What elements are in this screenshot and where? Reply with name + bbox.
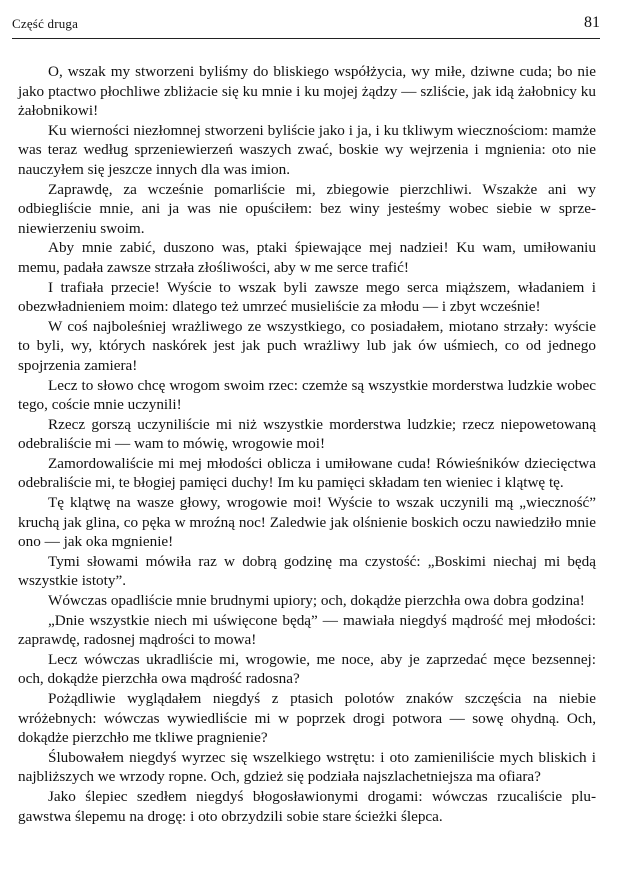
paragraph: I trafiała przecie! Wyście to wszak byli zawsze mego serca miąższem, władaniem i obezwładnieniem moim: dlatego też umrzeć musieliście za młodu — i zbyt wcześnie! bbox=[18, 278, 596, 316]
paragraph: Jako ślepiec szedłem niegdyś błogosławionymi drogami: wówczas rzucaliście plugawstwa ślepemu na drogę: i oto obrzydzili sobie stare ścieżki ślepca. bbox=[18, 787, 596, 825]
paragraph: Pożądliwie wyglądałem niegdyś z ptasich polotów znaków szczęścia na niebie wróżebnych: wówczas wywiedliście mi w poprzek drogi potwora — sowę ohydną. Och, dokądże pierzchło me tkliwe pragnienie? bbox=[18, 690, 596, 747]
paragraph: Rzecz gorszą uczyniliście mi niż wszystkie morderstwa ludzkie; rzecz niepowetowaną odebraliście mi — wam to mówię, wrogowie moi! bbox=[18, 415, 596, 453]
paragraph: Tę klątwę na wasze głowy, wrogowie moi! Wyście to wszak uczynili mą „wieczność” kruchą jak glina, co pęka w mroźną noc! Zaledwie jak olśnienie boskich oczu nawiedziło mnie ono — jak oka mgnienie! bbox=[18, 494, 596, 551]
running-title: Część druga bbox=[12, 16, 79, 31]
paragraph: Ku wierności niezłomnej stworzeni byliście jako i ja, i ku tkliwym wiecznościom: mamże was teraz według sprzeniewierzeń waszych zwać, boskie wy wejrzenia i mgnienia: oto nie nauczyłem się jeszcze innych dla was imion. bbox=[18, 121, 596, 178]
running-head bbox=[12, 16, 600, 39]
page-number: 81 bbox=[584, 14, 600, 31]
paragraph: Ślubowałem niegdyś wyrzec się wszelkiego wstrętu: i oto zamieniliście mych bliskich i najbliższych we wrzody ropne. Och, gdzież się podziała najszlachetniejsza ma ofiara? bbox=[18, 748, 596, 786]
paragraph: Lecz to słowo chcę wrogom swoim rzec: czemże są wszystkie morderstwa ludzkie wobec tego, coście mnie uczynili! bbox=[18, 376, 596, 414]
paragraph: O, wszak my stworzeni byliśmy do bliskiego współżycia, wy miłe, dziwne cuda; bo nie jako ptactwo płochliwe zbliżacie się ku mnie i ku mojej żądzy — szliście, jak idą żałobnicy ku żałobnikowi! bbox=[18, 63, 596, 120]
paragraph: Zamordowaliście mi mej młodości oblicza i umiłowane cuda! Rówieśników dziecięctwa odebraliście mi, te błogiej pamięci duchy! Im ku pamięci składam ten wieniec i klątwę tę. bbox=[18, 454, 596, 492]
body-text bbox=[18, 62, 596, 826]
paragraph: Lecz wówczas ukradliście mi, wrogowie, me noce, aby je zaprzedać męce bezsennej: och, dokądże pierzchła owa mądrość radosna? bbox=[18, 650, 596, 688]
paragraph: W coś najboleśniej wrażliwego ze wszystkiego, co posiadałem, miotano strzały: wyście to byli, wy, których naskórek jest jak puch wrażliwy lub jak ów uśmiech, co od jednego spojrzenia zamiera! bbox=[18, 317, 596, 374]
paragraph: Wówczas opadliście mnie brudnymi upiory; och, dokądże pierzchła owa dobra godzina! bbox=[48, 592, 585, 610]
paragraph: Aby mnie zabić, duszono was, ptaki śpiewające mej nadziei! Ku wam, umiłowaniu memu, padała zawsze strzała złośliwości, aby w me serce trafić! bbox=[18, 239, 596, 276]
paragraph: „Dnie wszystkie niech mi uświęcone będą” — mawiała niegdyś mądrość mej młodości: zaprawdę, radosnej mądrości to mowa! bbox=[18, 611, 596, 649]
paragraph: Zaprawdę, za wcześnie pomarliście mi, zbiegowie pierzchliwi. Wszakże ani wy odbiegliście mnie, ani ja was nie opuściłem: bez winy jesteśmy wobec siebie w sprzeniewierzeniu swoim. bbox=[18, 180, 596, 237]
paragraph: Tymi słowami mówiła raz w dobrą godzinę ma czystość: „Boskimi niechaj mi będą wszystkie istoty”. bbox=[18, 552, 596, 590]
